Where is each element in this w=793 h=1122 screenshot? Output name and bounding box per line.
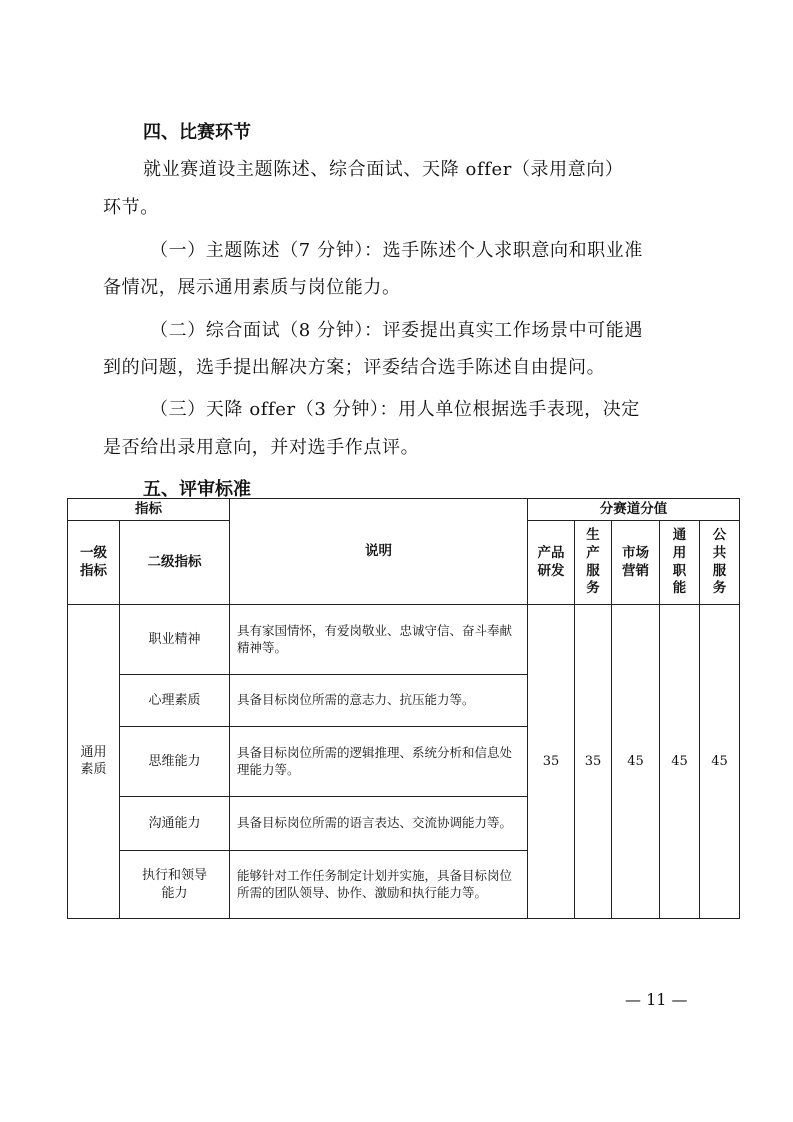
header-level2: 二级指标 [120,521,230,605]
level2-cell: 职业精神 [120,605,230,675]
item1-line1: （一）主题陈述（7 分钟）：选手陈述个人求职意向和职业准 [150,240,643,261]
score-cell: 45 [612,605,660,919]
description-cell: 能够针对工作任务制定计划并实施，具备目标岗位所需的团队领导、协作、激励和执行能力等。 [230,851,528,919]
item2-line1: （二）综合面试（8 分钟）：评委提出真实工作场景中可能遇 [150,320,643,341]
header-description: 说明 [230,499,528,605]
header-track-3: 市场营销 [612,521,660,605]
level2-cell: 沟通能力 [120,797,230,851]
score-cell: 45 [700,605,740,919]
header-track-4: 通用职能 [660,521,700,605]
score-cell: 35 [528,605,575,919]
header-track-5: 公共服务 [700,521,740,605]
description-cell: 具备目标岗位所需的逻辑推理、系统分析和信息处理能力等。 [230,727,528,797]
scoring-table [67,498,740,919]
description-cell: 具有家国情怀，有爱岗敬业、忠诚守信、奋斗奉献精神等。 [230,605,528,675]
level2-cell: 心理素质 [120,675,230,727]
header-track-2: 生产服务 [575,521,612,605]
item3-line1: （三）天降 offer（3 分钟）：用人单位根据选手表现，决定 [150,399,640,420]
section-heading-5: 五、评审标准 [143,479,251,500]
page-number: — 11 — [625,990,688,1009]
section4-intro-line2: 环节。 [103,197,159,218]
header-indicator: 指标 [68,499,230,521]
item1-line2: 备情况，展示通用素质与岗位能力。 [103,277,401,298]
section4-intro-line1: 就业赛道设主题陈述、综合面试、天降 offer（录用意向） [143,159,624,180]
section-heading-4: 四、比赛环节 [143,122,251,143]
level2-cell: 执行和领导能力 [120,851,230,919]
level2-cell: 思维能力 [120,727,230,797]
header-track-scores: 分赛道分值 [528,499,740,521]
score-cell: 35 [575,605,612,919]
description-cell: 具备目标岗位所需的意志力、抗压能力等。 [230,675,528,727]
score-cell: 45 [660,605,700,919]
item2-line2: 到的问题，选手提出解决方案；评委结合选手陈述自由提问。 [103,357,606,378]
description-cell: 具备目标岗位所需的语言表达、交流协调能力等。 [230,797,528,851]
group-cell: 通用素质 [68,605,120,919]
header-level1: 一级指标 [68,521,120,605]
item3-line2: 是否给出录用意向，并对选手作点评。 [103,437,420,458]
header-track-1: 产品研发 [528,521,575,605]
